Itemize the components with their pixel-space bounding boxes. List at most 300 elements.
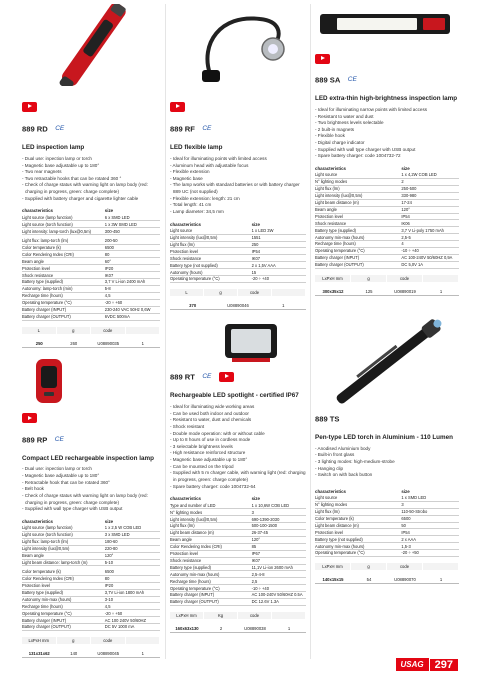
feature-item: - Ideal for illuminating wide working areas — [170, 403, 255, 409]
order-row — [22, 340, 160, 348]
order-header-cell: code — [387, 275, 423, 282]
feature-item: - Anodised Aluminium body — [315, 445, 371, 451]
spec-label: Battery charger (INPUT) — [315, 254, 401, 261]
spec-header: size — [104, 208, 114, 214]
spec-value: 85 — [252, 543, 306, 550]
spec-value: 6VDC 500mA — [105, 313, 160, 320]
spec-value: 250-500 — [401, 185, 459, 192]
spec-value: 3,7V Li-ion 1800 mAh — [105, 589, 160, 596]
product-title: Compact LED rechargeable inspection lamp — [22, 454, 154, 462]
column-divider — [165, 4, 166, 659]
spec-label: Light intensity: lamp-torch (lux@0,5m) — [22, 228, 105, 235]
spec-label: Battery charger (INPUT) — [22, 306, 105, 313]
spec-row — [22, 306, 160, 313]
spec-value: AC 100 240V 50/60HZ — [105, 617, 160, 624]
feature-list — [22, 156, 160, 203]
spec-value: 5-10 — [105, 559, 160, 566]
spec-label: N° lighting modes — [315, 179, 401, 186]
spec-value: 80 — [105, 575, 160, 582]
spec-value: 180-60 — [105, 538, 160, 545]
order-cell: 250 — [35, 340, 43, 346]
feature-item: - Check of charge status with warning light on lamp body (red: charging in progress, green: charge complete) — [22, 182, 148, 195]
spec-row — [22, 575, 160, 582]
spec-row — [22, 582, 160, 589]
spec-label: Operating temperature (°C) — [315, 550, 401, 557]
order-row — [315, 576, 459, 584]
spec-row — [315, 522, 459, 529]
spec-label: Operating temperature (°C) — [22, 299, 105, 306]
feature-item: - Can be used both indoor and outdoor — [170, 410, 249, 416]
spec-value: 500-100-1500 — [252, 523, 306, 530]
video-play-icon[interactable] — [170, 102, 185, 112]
order-cell: 1 — [141, 651, 144, 657]
spec-row — [22, 228, 160, 235]
product-image — [22, 4, 160, 86]
spec-value: 1 x 4,2W COB LED — [401, 172, 459, 178]
spec-value: IP67 — [252, 550, 306, 557]
spec-header: characteristics — [315, 488, 346, 494]
order-header-cell — [272, 289, 306, 296]
spec-row — [315, 220, 459, 227]
order-cell: 1 — [439, 577, 443, 583]
order-header — [315, 563, 459, 570]
spec-row — [170, 234, 306, 241]
order-header-cell: g — [351, 275, 387, 282]
spec-value: 4,5 — [105, 292, 160, 299]
feature-item: - Hanging clip — [315, 465, 344, 471]
spec-row — [170, 262, 306, 269]
order-cell: 125 — [365, 288, 373, 294]
order-cell: 370 — [189, 303, 197, 309]
spec-value: 3,7 V Li-ion 2400 mAh — [105, 279, 160, 286]
spec-value: 2 x 1,5V AAA — [252, 262, 306, 269]
spec-row — [315, 185, 459, 192]
spec-row — [170, 557, 306, 564]
spec-value: 60° — [105, 258, 160, 265]
order-row — [22, 650, 160, 658]
video-play-icon[interactable] — [219, 372, 234, 382]
order-header — [315, 275, 459, 282]
spec-label: Protection level — [170, 248, 252, 255]
spec-row — [22, 596, 160, 603]
order-cell: 260 — [70, 340, 78, 346]
spec-row — [315, 192, 459, 199]
spec-value: -20 ÷ +40 — [252, 276, 306, 283]
feature-item: - Double mode operation: with or without cable — [170, 430, 265, 436]
product-title: LED flexible lamp — [170, 144, 223, 151]
spec-label: Battery type (supplied) — [22, 279, 105, 286]
feature-item: - Magnetic base adjustable up to 180° — [22, 473, 100, 479]
spec-label: Shock resistance — [170, 557, 252, 564]
spec-row — [170, 564, 306, 571]
order-code: U08890070 — [394, 577, 416, 583]
spec-value: -20 ÷ +50 — [105, 610, 160, 617]
spec-row — [22, 258, 160, 265]
spec-label: Battery type (not supplied) — [315, 536, 401, 543]
feature-item: - 3 selectable brightness levels — [170, 443, 233, 449]
spec-label: Light flux: lamp-torch (lm) — [22, 238, 105, 244]
spec-label: Light intensity (lux@0,5m) — [315, 192, 401, 199]
feature-item: - 3 lighting modes: high-medium-strobe — [315, 458, 395, 464]
product-code: 889 SA — [315, 75, 341, 85]
order-header — [22, 637, 160, 644]
spec-table — [22, 208, 160, 320]
spec-value: 6500 — [401, 515, 459, 522]
spec-value: 200-50 — [105, 238, 160, 244]
spec-label: Battery charger (INPUT) — [22, 617, 105, 624]
order-header-cell — [126, 327, 161, 334]
spec-label: Battery charger (OUTPUT) — [170, 599, 252, 606]
spec-value: 300-450 — [105, 228, 160, 235]
product-code: 889 RT — [170, 372, 195, 382]
video-play-icon[interactable] — [22, 102, 37, 112]
order-cell: 131x31x62 — [28, 651, 50, 657]
column-middle — [170, 4, 306, 633]
feature-item: - Retractable hook that can be rotated 360° — [22, 479, 110, 485]
feature-list — [170, 404, 306, 491]
feature-item: - High resistance reinforced structure — [170, 450, 246, 456]
spec-row — [170, 509, 306, 516]
feature-item: - Total length: 41 cm — [170, 202, 212, 208]
product-code: 889 RD — [22, 124, 48, 134]
column-right — [315, 4, 459, 584]
spec-label: Light source (lamp function) — [22, 525, 105, 531]
spec-label: Color temperature (k) — [315, 515, 401, 522]
feature-item: - Supplied with 5 m charger cable, with warning light (red: charging in progress, green: charge complete) — [170, 470, 306, 483]
spec-row — [170, 269, 306, 276]
order-row — [170, 302, 306, 310]
spec-label: Operating temperature (°C) — [22, 610, 105, 617]
spec-value: 2 x AAA — [401, 536, 459, 543]
spec-row — [170, 543, 306, 550]
spec-label: Battery charger (OUTPUT) — [22, 313, 105, 320]
feature-item: - Flexible hook — [315, 133, 345, 139]
page-number: 297 — [430, 659, 458, 671]
spec-value: -20 ÷ +60 — [105, 299, 160, 306]
brand-logo: USAG — [396, 658, 429, 671]
spec-label: Autonomy min-max (hours) — [315, 234, 401, 241]
spec-label: Light source — [170, 228, 252, 234]
spec-label: Autonomy min-max (hours) — [22, 596, 105, 603]
spec-header: characteristics — [170, 496, 201, 502]
spec-value: 17-24 — [401, 199, 459, 206]
product-image — [22, 354, 160, 404]
spec-label: Color Rendering Index (CRI) — [170, 543, 252, 550]
spec-row — [170, 523, 306, 530]
spec-label: Light source (lamp function) — [22, 214, 105, 220]
order-header-cell: g — [57, 327, 92, 334]
spec-row — [170, 248, 306, 255]
spec-row — [315, 550, 459, 557]
spec-label: Protection level — [315, 213, 401, 220]
spec-table — [315, 166, 459, 269]
spec-label: Battery type (not supplied) — [170, 262, 252, 269]
spec-label: Battery charger (INPUT) — [170, 592, 252, 599]
feature-item: - Magnetic base — [170, 175, 203, 181]
spotlight-image — [170, 320, 306, 364]
spec-row — [22, 559, 160, 566]
order-header-cell: g — [57, 637, 92, 644]
product-code: 889 RF — [170, 124, 195, 134]
spec-value: IK07 — [105, 272, 160, 279]
ce-mark: CE — [202, 373, 212, 381]
spec-label: Light flux (lm) — [315, 508, 401, 515]
spec-value: 15 — [252, 269, 306, 276]
spec-row — [315, 515, 459, 522]
spec-label: Light flux (lm) — [170, 241, 252, 248]
spec-value: 2 — [401, 179, 459, 186]
feature-item: - Aluminum head with adjustable focus — [170, 162, 249, 168]
spec-row — [22, 531, 160, 538]
video-play-icon[interactable] — [315, 54, 330, 64]
spec-row — [315, 227, 459, 234]
spec-header: size — [251, 496, 260, 502]
feature-list — [170, 156, 306, 216]
feature-item: - Two rear magnets — [22, 169, 62, 175]
spec-label: Autonomy min-max (hours) — [170, 571, 252, 578]
ce-mark: CE — [55, 125, 65, 133]
spec-label: Light intensity (lux@0,5m) — [22, 545, 105, 552]
spec-header: characteristics — [170, 221, 201, 227]
product-image — [170, 320, 306, 364]
feature-item: - Dual use: inpection lamp or torch — [22, 466, 92, 472]
feature-item: - Magnetic base adjustable up to 180° — [170, 457, 248, 463]
red-inspection-lamp-image — [22, 4, 160, 86]
spec-value: AC 100-240V 50/60HZ 0,9A — [401, 254, 459, 261]
spec-row — [22, 292, 160, 299]
spec-label: Recharge time (hours) — [22, 603, 105, 610]
product-image — [315, 4, 459, 44]
spec-row — [315, 529, 459, 536]
spec-row — [170, 516, 306, 523]
order-header-cell: code — [91, 327, 126, 334]
spec-value: 120° — [105, 552, 160, 559]
spec-row — [22, 251, 160, 258]
spec-table — [315, 489, 459, 557]
spec-label: Beam angle — [22, 258, 105, 265]
order-row — [170, 625, 306, 633]
feature-item: - Supplied with battery charger and cigarette lighter cable — [22, 195, 139, 201]
spec-label: Light source (torch function) — [22, 221, 105, 228]
spec-label: Color temperature (k) — [22, 244, 105, 251]
spec-label: Recharge time (hours) — [315, 241, 401, 248]
spec-label: Color Rendering Index (CRI) — [22, 251, 105, 258]
spec-label: Type and number of LED — [170, 502, 252, 508]
order-row — [315, 288, 459, 296]
spec-label: Battery type (supplied) — [22, 589, 105, 596]
spec-row — [315, 508, 459, 515]
order-cell: 1 — [141, 340, 144, 346]
spec-row — [22, 603, 160, 610]
order-cell: 140x15x15 — [322, 577, 344, 583]
feature-list — [315, 446, 459, 479]
order-header-cell: code — [238, 612, 272, 619]
column-divider — [310, 4, 311, 659]
spec-label: Light source (torch function) — [22, 531, 105, 538]
spec-label: Operating temperature (°C) — [170, 276, 252, 283]
product-889-rt — [170, 320, 306, 633]
spec-row — [22, 244, 160, 251]
spec-value: 250 — [252, 241, 306, 248]
spec-value: 26-37-45 — [252, 530, 306, 537]
spec-value: IP20 — [105, 582, 160, 589]
feature-item: - The lamp works with standard batteries or with battery charger 889 UC (not supplied) — [170, 182, 300, 195]
product-code: 889 RP — [22, 434, 48, 444]
spec-row — [22, 221, 160, 228]
spec-label: Color temperature (k) — [22, 569, 105, 575]
feature-item: - Ideal for illuminating points with limited access — [170, 155, 267, 161]
spec-value: 690-1390-2030 — [252, 516, 306, 523]
spec-row — [315, 206, 459, 213]
order-cell: 1 — [287, 626, 291, 631]
order-header-cell: LxPxH mm — [315, 275, 351, 282]
order-cell: 160x63x130 — [175, 626, 199, 631]
feature-item: - Ideal for illuminating narrow points with limited access — [315, 106, 428, 112]
feature-list — [315, 107, 459, 160]
spec-value: 4,5 — [105, 603, 160, 610]
spec-row — [22, 617, 160, 624]
spec-row — [315, 254, 459, 261]
order-header-cell: L — [22, 327, 57, 334]
spec-value: 3-10 — [105, 596, 160, 603]
spec-value: IP54 — [252, 248, 306, 255]
spec-value: 11,1V Li-ion 2600 mAh — [252, 564, 306, 571]
feature-item: - Supplied with wall type charger with USB output — [22, 506, 123, 512]
spec-label: N° lighting modes — [315, 501, 401, 508]
spec-row — [22, 589, 160, 596]
slim-lamp-image — [315, 4, 459, 44]
spec-row — [315, 179, 459, 186]
video-play-icon[interactable] — [22, 413, 37, 423]
spec-value: 1,5-3 — [401, 543, 459, 550]
feature-item: - Supplied with wall type charger with USB output — [315, 146, 416, 152]
feature-item: - Flexible extension — [170, 169, 210, 175]
order-cell: 1 — [282, 303, 285, 309]
spec-row — [170, 241, 306, 248]
order-header-cell: Kg — [204, 612, 238, 619]
spec-label: Shock resistance — [22, 272, 105, 279]
order-cell: 54 — [366, 577, 372, 583]
feature-item: - Switch on with back button — [315, 472, 373, 478]
feature-item: - 2 built-in magnets — [315, 126, 355, 132]
spec-label: Recharge time (hours) — [170, 578, 252, 585]
spec-label: Operating temperature (°C) — [170, 585, 252, 592]
feature-item: - Dual use: inpection lamp or torch — [22, 155, 92, 161]
spec-label: Battery charger (OUTPUT) — [315, 261, 401, 268]
feature-item: - Lamp diameter: 34,5 mm — [170, 209, 224, 215]
spec-value: AC 100-240V 50/60HZ 0.5A — [252, 592, 306, 599]
spec-value: 110-50-Strobo — [401, 508, 459, 515]
spec-value: -20 ÷ +50 — [401, 550, 459, 557]
spec-row — [22, 313, 160, 320]
spec-label: Light flux (lm) — [170, 523, 252, 530]
spec-row — [170, 599, 306, 606]
feature-item: - Belt hook — [22, 486, 44, 492]
spec-label: Battery type (supplied) — [315, 227, 401, 234]
feature-item: - Built-in front glass — [315, 452, 355, 458]
order-header-cell: g — [351, 563, 387, 570]
order-header-cell: LxPxH mm — [170, 612, 204, 619]
spec-row — [22, 624, 160, 631]
spec-value: IP54 — [401, 213, 459, 220]
spec-row — [315, 234, 459, 241]
spec-value: 6500 — [105, 569, 160, 575]
order-header-cell — [126, 637, 161, 644]
product-title: Rechargeable LED spotlight - certified IP67 — [170, 392, 299, 400]
product-889-sa — [315, 4, 459, 296]
spec-value: 3 — [252, 509, 306, 516]
spec-table — [170, 496, 306, 606]
spec-header: characteristics — [22, 208, 53, 214]
spec-label: Autonomy min-max (hours) — [315, 543, 401, 550]
compact-lamp-image — [22, 354, 160, 404]
product-image — [170, 4, 306, 86]
product-code: 889 TS — [315, 414, 340, 424]
spec-row — [170, 276, 306, 283]
feature-item: - Digital charge indicator — [315, 140, 365, 146]
spec-header: size — [104, 519, 114, 524]
spec-row — [315, 261, 459, 268]
spec-row — [22, 610, 160, 617]
order-code: U08890038 — [244, 626, 266, 631]
order-header-cell: g — [204, 289, 238, 296]
feature-item: - Resistant to water and dust — [315, 113, 374, 119]
spec-value: 2,5-4-8 — [252, 571, 306, 578]
spec-label: Light flux (lm) — [315, 185, 401, 192]
order-header-cell — [272, 612, 306, 619]
spec-header: characteristics — [315, 166, 346, 172]
order-header-cell — [423, 563, 459, 570]
feature-item: - Up to 8 hours of use in cordless mode — [170, 437, 251, 443]
spec-row — [170, 585, 306, 592]
spec-label: Battery charger (OUTPUT) — [22, 624, 105, 631]
feature-list — [22, 466, 160, 513]
spec-value: 1 x SMD LED — [401, 495, 459, 501]
spec-row — [170, 536, 306, 543]
spec-value: -10 ÷ +40 — [401, 248, 459, 255]
order-code: U08890045 — [97, 651, 120, 657]
spec-header: size — [251, 221, 260, 227]
feature-item: - Can be mounted on the tripod — [170, 463, 234, 469]
order-code: U08890019 — [394, 288, 416, 294]
order-header — [170, 289, 306, 296]
feature-item: - Shock resistant — [170, 423, 205, 429]
spec-value: 6500 — [105, 244, 160, 251]
spec-row — [22, 272, 160, 279]
spec-row — [315, 213, 459, 220]
spec-row — [22, 545, 160, 552]
spec-row — [170, 255, 306, 262]
spec-label: Battery type (supplied) — [170, 564, 252, 571]
order-header-cell: code — [91, 637, 126, 644]
spec-value: DC 12.6V 1.3A — [252, 599, 306, 606]
spec-label: Protection level — [170, 550, 252, 557]
product-title: LED inspection lamp — [22, 144, 85, 151]
spec-row — [170, 571, 306, 578]
feature-item: - Spare battery charger: code 1004732-72 — [315, 153, 401, 159]
spec-value: 1 x LED 3W — [252, 228, 306, 234]
spec-label: Beam angle — [22, 552, 105, 559]
order-code: U08890046 — [227, 303, 249, 309]
spec-row — [22, 538, 160, 545]
spec-label: Autonomy (hours) — [170, 269, 252, 276]
spec-value: IK07 — [252, 255, 306, 262]
spec-header: size — [401, 488, 410, 494]
spec-header: size — [401, 166, 410, 172]
spec-value: 1 x 2,5 W COB LED — [105, 525, 160, 531]
order-header-cell: code — [238, 289, 272, 296]
spec-value: DC 5,0V 1A — [401, 261, 459, 268]
